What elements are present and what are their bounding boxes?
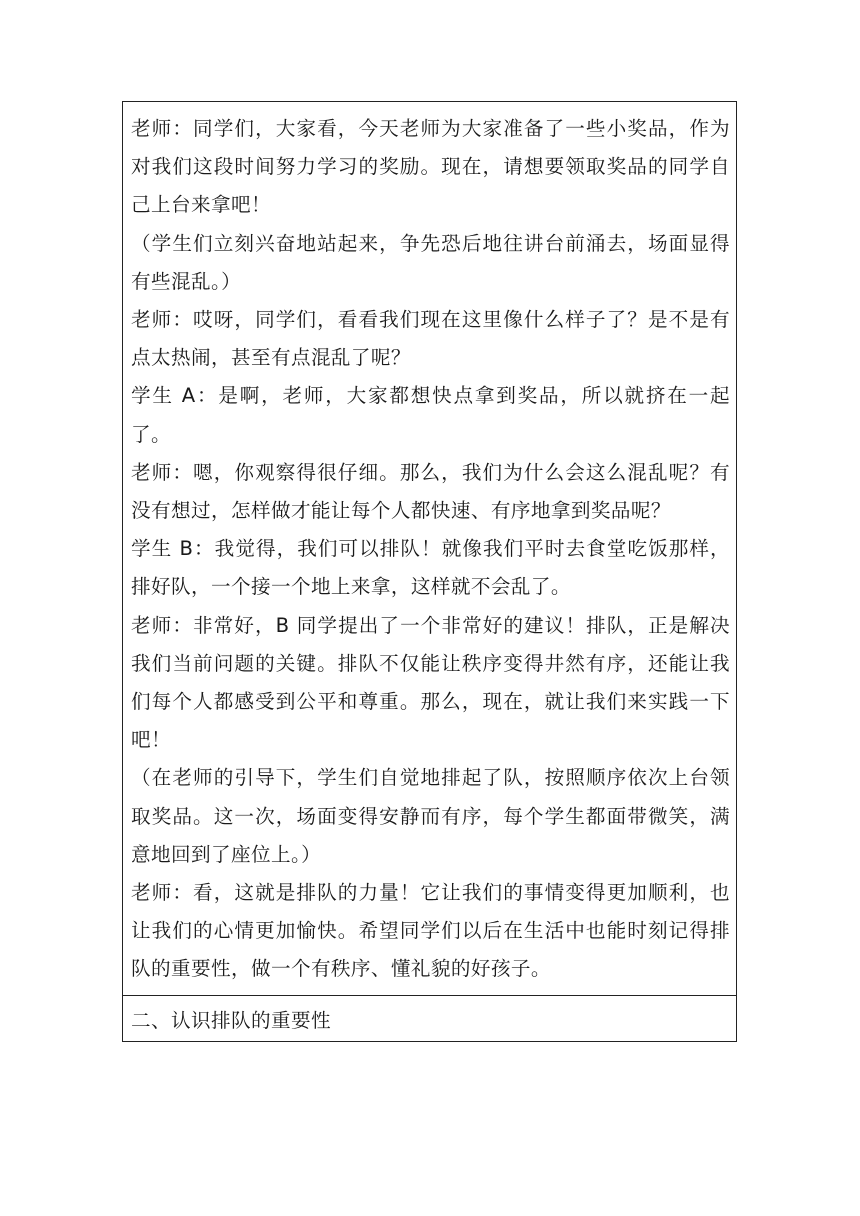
lesson-table: [122, 101, 737, 1042]
dialogue-paragraph: 老师：哎呀，同学们，看看我们现在这里像什么样子了？是不是有点太热闹，甚至有点混乱了呢？: [131, 308, 730, 370]
dialogue-paragraph: 老师：嗯，你观察得很仔细。那么，我们为什么会这么混乱呢？有没有想过，怎样做才能让每个人都快速、有序地拿到奖品呢？: [131, 460, 730, 523]
dialogue-paragraph: （学生们立刻兴奋地站起来，争先恐后地往讲台前涌去，场面显得有些混乱。）: [131, 231, 730, 293]
dialogue-paragraph: 老师：看，这就是排队的力量！它让我们的事情变得更加顺利，也让我们的心情更加愉快。希望同学们以后在生活中也能时刻记得排队的重要性，做一个有秩序、懂礼貌的好孩子。: [131, 881, 730, 981]
section-heading: 二、认识排队的重要性: [131, 1008, 331, 1032]
dialogue-paragraph: 学生 A：是啊，老师，大家都想快点拿到奖品，所以就挤在一起了。: [131, 384, 730, 446]
dialogue-paragraph: 老师：非常好，B 同学提出了一个非常好的建议！排队，正是解决我们当前问题的关键。排队不仅能让秩序变得井然有序，还能让我们每个人都感受到公平和尊重。那么，现在，就让我们来实践一下吧！: [131, 613, 730, 752]
dialogue-paragraph: 老师：同学们，大家看，今天老师为大家准备了一些小奖品，作为对我们这段时间努力学习的奖励。现在，请想要领取奖品的同学自己上台来拿吧！: [131, 117, 730, 217]
dialogue-paragraph: 学生 B：我觉得，我们可以排队！就像我们平时去食堂吃饭那样，排好队，一个接一个地上来拿，这样就不会乱了。: [131, 537, 730, 599]
section-heading-cell: [123, 996, 736, 1041]
dialogue-paragraph: （在老师的引导下，学生们自觉地排起了队，按照顺序依次上台领取奖品。这一次，场面变得安静而有序，每个学生都面带微笑，满意地回到了座位上。）: [131, 766, 730, 866]
dialogue-cell: [123, 102, 736, 996]
